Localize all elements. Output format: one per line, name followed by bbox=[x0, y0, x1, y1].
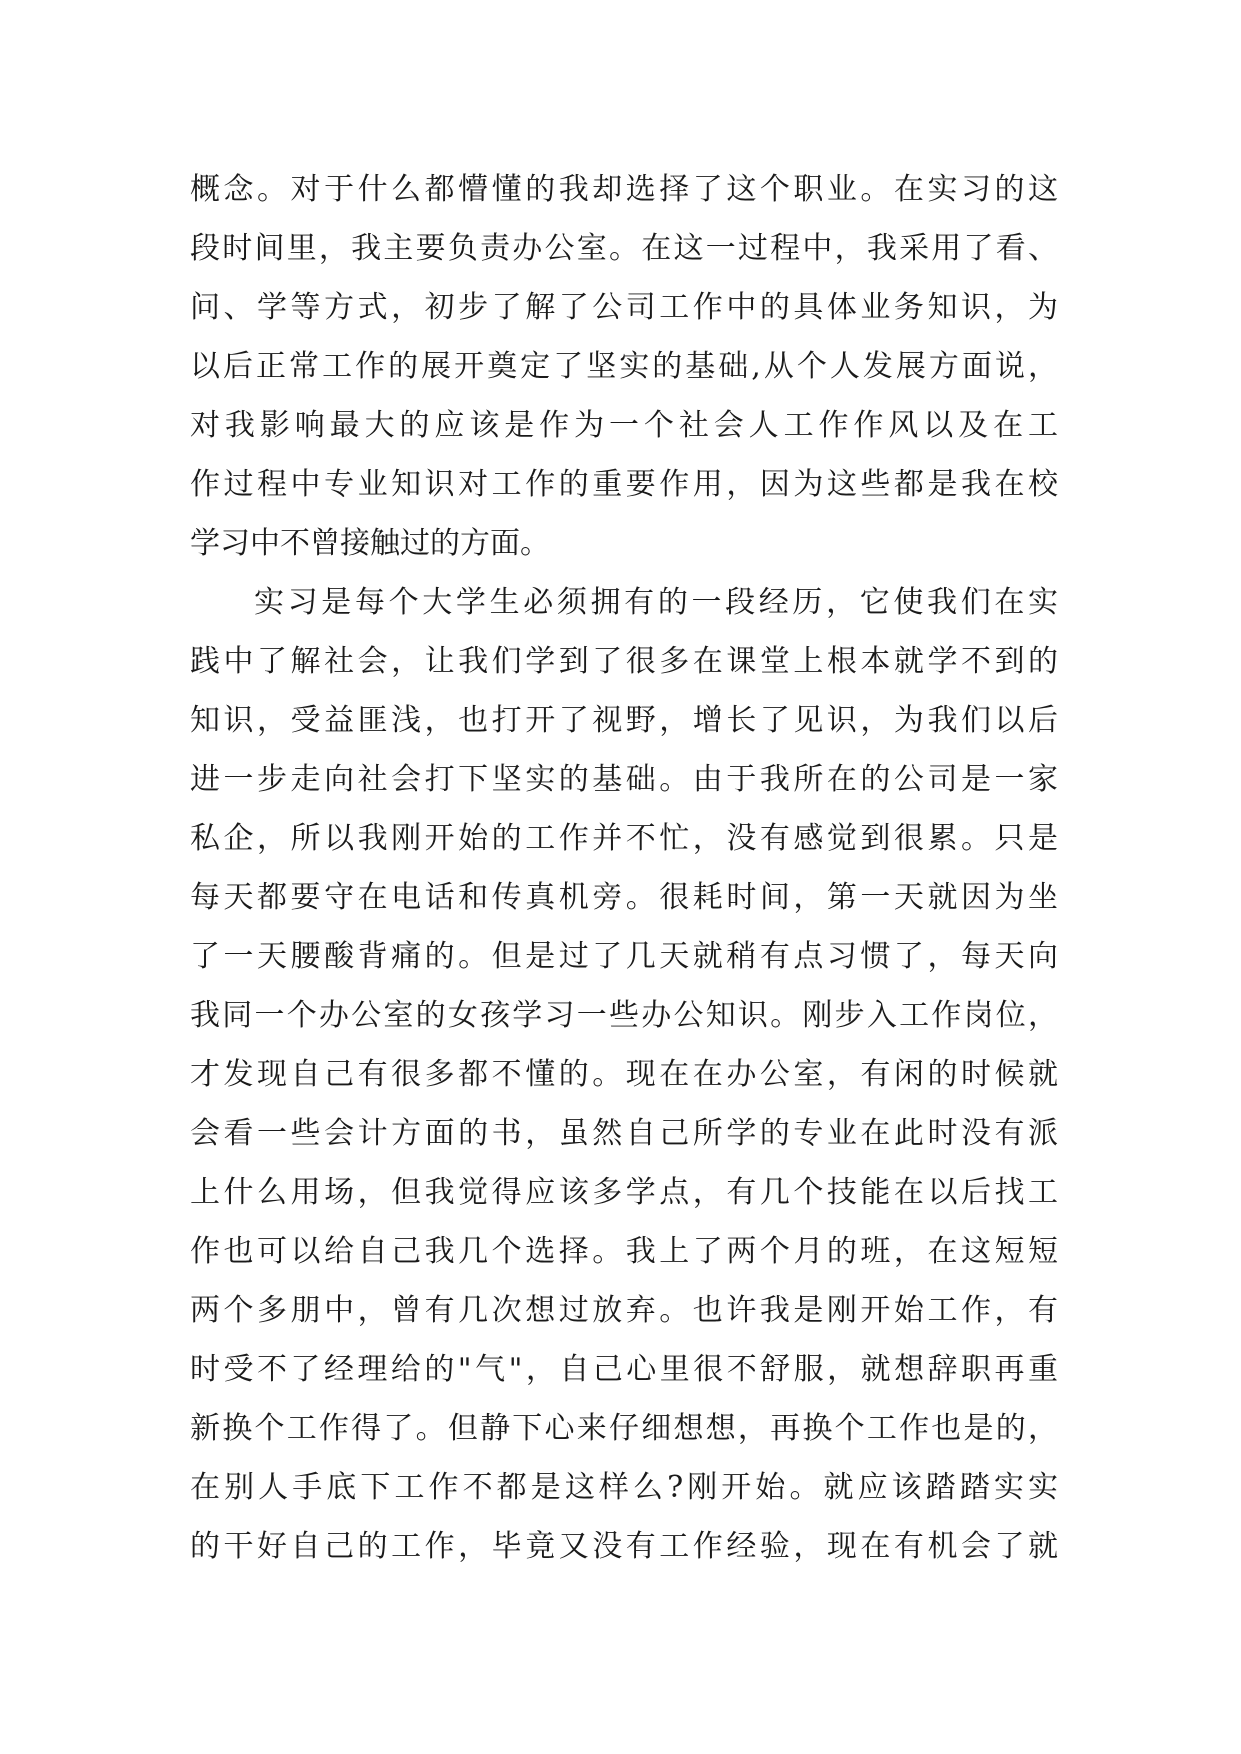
text-line: 会看一些会计方面的书，虽然自己所学的专业在此时没有派 bbox=[190, 1116, 1058, 1151]
text-line: 我同一个办公室的女孩学习一些办公知识。刚步入工作岗位， bbox=[190, 998, 1058, 1033]
text-line: 概念。对于什么都懵懂的我却选择了这个职业。在实习的这 bbox=[190, 172, 1058, 207]
text-line: 两个多朋中，曾有几次想过放弃。也许我是刚开始工作，有 bbox=[190, 1293, 1058, 1328]
body-text bbox=[190, 160, 1058, 1576]
text-line: 实习是每个大学生必须拥有的一段经历，它使我们在实 bbox=[254, 585, 1058, 620]
text-line: 每天都要守在电话和传真机旁。很耗时间，第一天就因为坐 bbox=[190, 880, 1058, 915]
text-line: 以后正常工作的展开奠定了坚实的基础,从个人发展方面说， bbox=[190, 349, 1058, 384]
text-line: 作也可以给自己我几个选择。我上了两个月的班，在这短短 bbox=[190, 1234, 1058, 1269]
text-line: 时受不了经理给的"气"，自己心里很不舒服，就想辞职再重 bbox=[190, 1352, 1058, 1387]
text-line: 作过程中专业知识对工作的重要作用，因为这些都是我在校 bbox=[190, 467, 1058, 502]
text-line: 在别人手底下工作不都是这样么?刚开始。就应该踏踏实实 bbox=[190, 1470, 1058, 1505]
text-line: 新换个工作得了。但静下心来仔细想想，再换个工作也是的， bbox=[190, 1411, 1058, 1446]
text-line: 知识，受益匪浅，也打开了视野，增长了见识，为我们以后 bbox=[190, 703, 1058, 738]
text-line: 学习中不曾接触过的方面。 bbox=[190, 526, 550, 561]
text-line: 问、学等方式，初步了解了公司工作中的具体业务知识，为 bbox=[190, 290, 1058, 325]
text-line: 的干好自己的工作，毕竟又没有工作经验，现在有机会了就 bbox=[190, 1529, 1058, 1564]
text-line: 了一天腰酸背痛的。但是过了几天就稍有点习惯了，每天向 bbox=[190, 939, 1058, 974]
text-line: 践中了解社会，让我们学到了很多在课堂上根本就学不到的 bbox=[190, 644, 1058, 679]
paragraph-1 bbox=[190, 160, 1058, 573]
text-line: 进一步走向社会打下坚实的基础。由于我所在的公司是一家 bbox=[190, 762, 1058, 797]
text-line: 对我影响最大的应该是作为一个社会人工作作风以及在工 bbox=[190, 408, 1058, 443]
paragraph-2 bbox=[190, 573, 1058, 1576]
text-line: 才发现自己有很多都不懂的。现在在办公室，有闲的时候就 bbox=[190, 1057, 1058, 1092]
text-line: 私企，所以我刚开始的工作并不忙，没有感觉到很累。只是 bbox=[190, 821, 1058, 856]
text-line: 上什么用场，但我觉得应该多学点，有几个技能在以后找工 bbox=[190, 1175, 1058, 1210]
text-line: 段时间里，我主要负责办公室。在这一过程中，我采用了看、 bbox=[190, 231, 1058, 266]
